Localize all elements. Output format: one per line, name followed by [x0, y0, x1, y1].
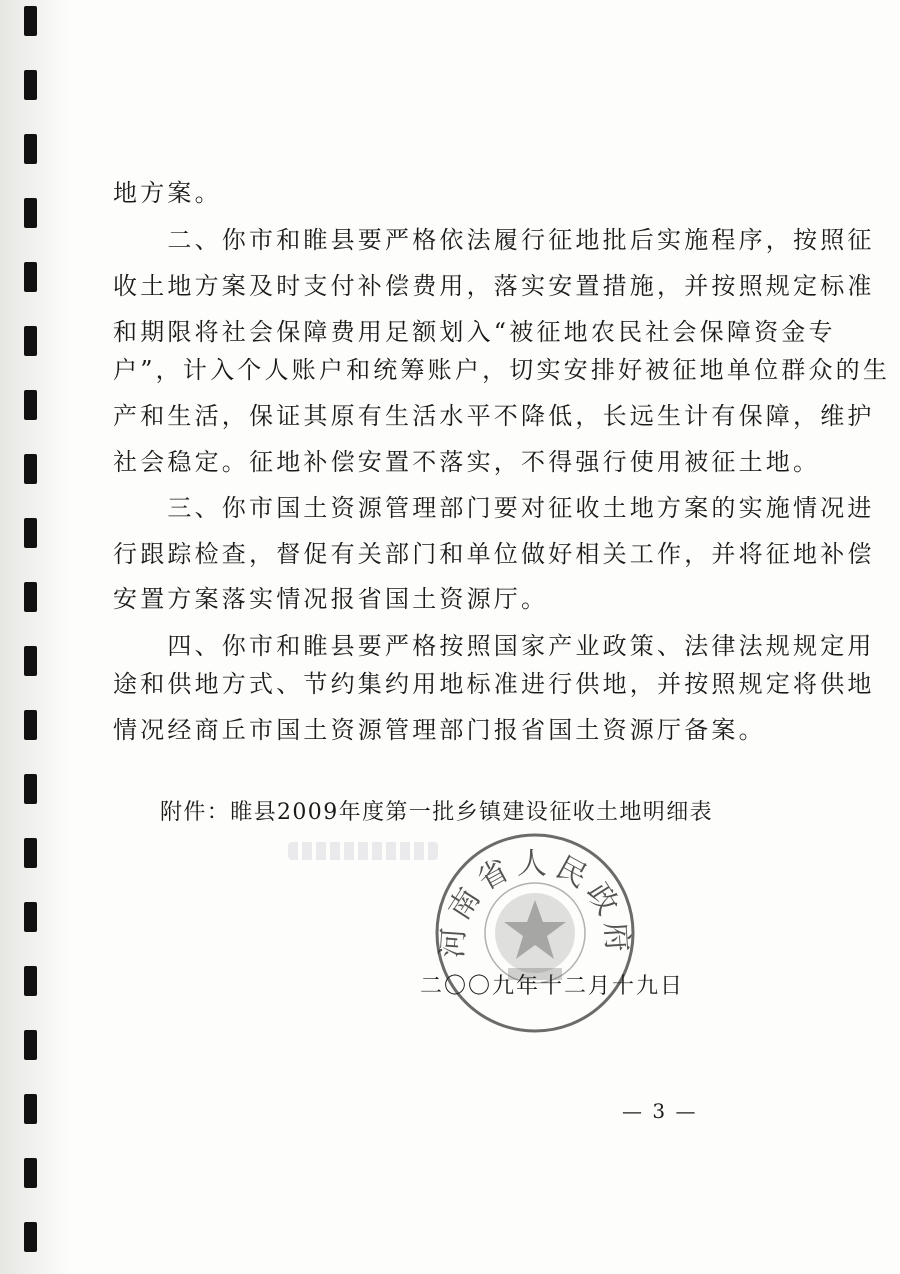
binding-hole — [24, 646, 37, 676]
binding-holes — [24, 0, 38, 1274]
body-text-line: 安置方案落实情况报省国土资源厅。 — [113, 585, 549, 613]
binding-hole — [24, 326, 37, 356]
body-text-line: 地方案。 — [113, 179, 222, 207]
binding-hole — [24, 1222, 37, 1252]
binding-hole — [24, 582, 37, 612]
binding-hole — [24, 518, 37, 548]
binding-hole — [24, 70, 37, 100]
body-text-line: 二、你市和睢县要严格依法履行征地批后实施程序，按照征 — [113, 226, 875, 254]
body-text-line: 情况经商丘市国土资源管理部门报省国土资源厅备案。 — [113, 716, 766, 744]
body-text-line: 收土地方案及时支付补偿费用，落实安置措施，并按照规定标准 — [113, 272, 875, 300]
binding-hole — [24, 1030, 37, 1060]
signature-date: 二〇〇九年十二月十九日 — [420, 974, 685, 999]
binding-hole — [24, 454, 37, 484]
binding-hole — [24, 838, 37, 868]
faint-stamp-smudge — [288, 842, 438, 860]
official-seal-icon — [430, 828, 640, 1038]
binding-hole — [24, 198, 37, 228]
binding-hole — [24, 1094, 37, 1124]
body-text-line: 四、你市和睢县要严格按照国家产业政策、法律法规规定用 — [113, 632, 875, 660]
binding-hole — [24, 710, 37, 740]
binding-hole — [24, 390, 37, 420]
binding-hole — [24, 262, 37, 292]
body-text-line: 社会稳定。征地补偿安置不落实，不得强行使用被征土地。 — [113, 448, 821, 476]
body-text-line: 三、你市国土资源管理部门要对征收土地方案的实施情况进 — [113, 494, 875, 522]
page-number: — 3 — — [622, 1099, 698, 1123]
body-text-line: 途和供地方式、节约集约用地标准进行供地，并按照规定将供地 — [113, 670, 875, 698]
binding-hole — [24, 902, 37, 932]
binding-hole — [24, 966, 37, 996]
binding-hole — [24, 774, 37, 804]
body-text-line: 和期限将社会保障费用足额划入“被征地农民社会保障资金专 — [113, 318, 836, 346]
seal-text: 河南省人民政府 — [435, 846, 635, 960]
attachment-note: 附件：睢县2009年度第一批乡镇建设征收土地明细表 — [160, 800, 713, 825]
binding-hole — [24, 1158, 37, 1188]
body-text-line: 户”，计入个人账户和统筹账户，切实安排好被征地单位群众的生 — [113, 356, 891, 384]
binding-hole — [24, 134, 37, 164]
binding-hole — [24, 6, 37, 36]
body-text-line: 产和生活，保证其原有生活水平不降低，长远生计有保障，维护 — [113, 402, 875, 430]
body-text-line: 行跟踪检查，督促有关部门和单位做好相关工作，并将征地补偿 — [113, 540, 875, 568]
